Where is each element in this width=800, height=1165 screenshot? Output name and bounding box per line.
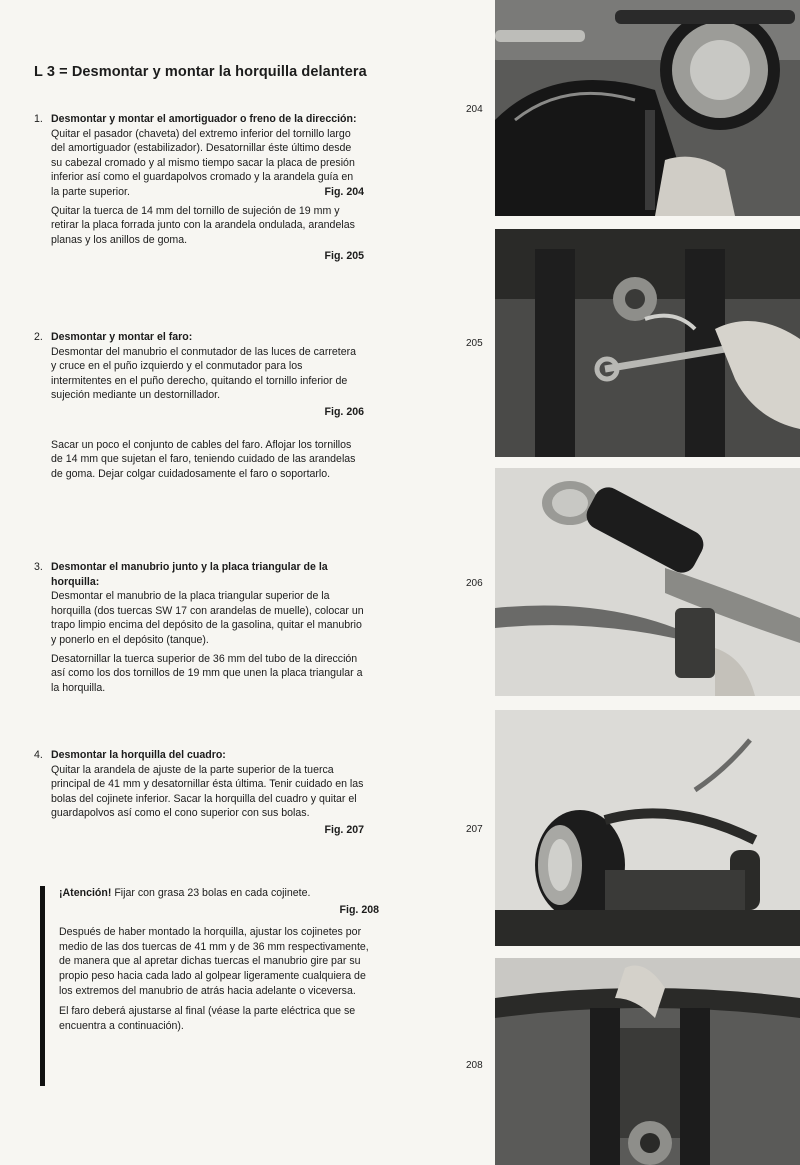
figure-reference: Fig. 205 xyxy=(324,250,364,263)
figure-reference: Fig. 208 xyxy=(339,903,379,916)
photo-fig-205 xyxy=(495,229,800,457)
figure-reference: Fig. 206 xyxy=(324,405,364,418)
section-paragraph: Quitar el pasador (chaveta) del extremo inferior del tornillo largo del amortiguador (estabilizador). Desatornillar éste último desde su cabezal cromado y al mismo tiempo sacar la placa de presión inferior así como el guardapolvos cromado y la arandela guía en la parte superior. xyxy=(51,127,355,198)
section-number: 1. xyxy=(34,113,43,125)
note-paragraph: El faro deberá ajustarse al final (véase la parte eléctrica que se encuentra a continuación). xyxy=(59,1005,356,1032)
attention-text: Fijar con grasa 23 bolas en cada cojinete. xyxy=(111,887,311,899)
section-paragraph: Desmontar del manubrio el conmutador de las luces de carretera y cruce en el puño izquierdo y el conmutador para los intermitentes en el puño derecho, quitando el tornillo inferior de sujeción mediante un destornillador. xyxy=(51,345,357,402)
section-number: 2. xyxy=(34,331,43,343)
section-paragraph: Desatornillar la tuerca superior de 36 mm del tubo de la dirección así como los dos tornillos de 19 mm que unen la placa triangular a la horquilla. xyxy=(51,652,363,694)
section-number: 4. xyxy=(34,749,43,761)
section-4 xyxy=(34,748,364,838)
figure-reference: Fig. 204 xyxy=(324,185,364,198)
figure-number: 206 xyxy=(466,578,483,589)
section-heading: Desmontar y montar el faro: xyxy=(51,331,193,343)
attention-note xyxy=(40,886,379,1086)
photo-fig-207 xyxy=(495,710,800,946)
photo-fig-208 xyxy=(495,958,800,1165)
figure-number: 204 xyxy=(466,104,483,115)
section-2 xyxy=(34,330,364,481)
photo-fig-204 xyxy=(495,0,800,216)
note-paragraph: Después de haber montado la horquilla, ajustar los cojinetes por medio de las dos tuercas de 41 mm y de 36 mm respectivamente, de manera que al apretar dichas tuercas el manubrio gire par su propio peso hacia cada lado al golpear ligeramente cualquiera de los extremos del manubrio de atrás hacia adelante o viceversa. xyxy=(59,926,369,997)
section-paragraph: Sacar un poco el conjunto de cables del faro. Aflojar los tornillos de 14 mm que sujetan el faro, teniendo cuidado de las arandelas de goma. Dejar colgar cuidadosamente el faro o soportarlo. xyxy=(51,438,356,480)
section-heading: Desmontar la horquilla del cuadro: xyxy=(51,749,226,761)
photo-fig-206 xyxy=(495,468,800,696)
attention-label: ¡Atención! xyxy=(59,887,112,899)
figure-reference: Fig. 207 xyxy=(324,823,364,836)
section-heading: Desmontar y montar el amortiguador o freno de la dirección: xyxy=(51,113,357,125)
page-title: L 3 = Desmontar y montar la horquilla delantera xyxy=(34,64,367,80)
section-heading: Desmontar el manubrio junto y la placa triangular de la horquilla: xyxy=(51,561,328,588)
section-3 xyxy=(34,560,364,695)
section-1 xyxy=(34,112,364,264)
section-number: 3. xyxy=(34,561,43,573)
section-paragraph: Quitar la tuerca de 14 mm del tornillo de sujeción de 19 mm y retirar la placa forrada junto con la arandela ondulada, arandelas planas y los anillos de goma. xyxy=(51,204,355,246)
figure-number: 208 xyxy=(466,1060,483,1071)
section-paragraph: Desmontar el manubrio de la placa triangular superior de la horquilla (dos tuercas SW 17 con arandelas de muelle), colocar un trapo limpio encima del depósito de la gasolina, quitar el manubrio y ponerlo en el depósito (tanque). xyxy=(51,590,364,646)
figure-number: 207 xyxy=(466,824,483,835)
section-paragraph: Quitar la arandela de ajuste de la parte superior de la tuerca principal de 41 mm y desatornillar ésta última. Tenir cuidado en las bolas del cojinete inferior. Sacar la horquilla del cuadro y quitar el guardapolvos así como el cono superior con sus bolas. xyxy=(51,763,364,820)
figure-number: 205 xyxy=(466,338,483,349)
